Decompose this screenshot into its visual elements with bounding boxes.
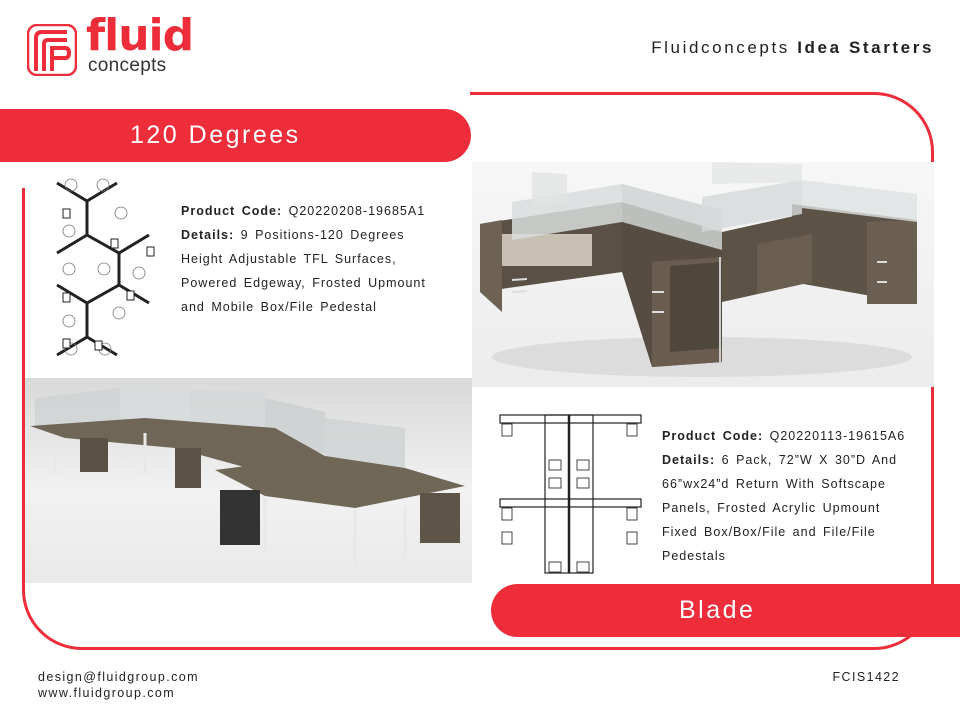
- section-banner-120-degrees: 120 Degrees: [0, 109, 471, 162]
- page-header-title: [651, 38, 934, 58]
- product-image-blade: [472, 162, 934, 387]
- info-block-blade: [662, 424, 920, 568]
- section-banner-blade: Blade: [491, 584, 960, 637]
- fluid-logo-mark: [27, 24, 77, 76]
- frame-gap: [0, 85, 470, 111]
- header-title-plain: Fluidconcepts: [651, 38, 798, 57]
- floor-plan-120-degrees: [49, 173, 167, 363]
- product-code-label: Product Code:: [662, 429, 764, 443]
- footer-website-link[interactable]: www.fluidgroup.com: [38, 686, 176, 700]
- product-code-value: Q20220208-19685A1: [288, 204, 426, 218]
- details-label: Details:: [662, 453, 716, 467]
- footer-email-link[interactable]: design@fluidgroup.com: [38, 670, 199, 684]
- cubicle-cluster-icon: [480, 162, 917, 377]
- header-title-bold: Idea Starters: [797, 38, 934, 57]
- workstation-cluster-icon: [30, 386, 465, 568]
- product-code-value: Q20220113-19615A6: [769, 429, 906, 443]
- product-image-120-degrees: [25, 378, 472, 583]
- details-label: Details:: [181, 228, 235, 242]
- info-block-120-degrees: [181, 199, 447, 319]
- logo-wordmark-fluid: fluid: [86, 10, 194, 61]
- floor-plan-blade: [497, 412, 647, 578]
- footer-doc-code: FCIS1422: [832, 670, 900, 684]
- product-code-label: Product Code:: [181, 204, 283, 218]
- logo-wordmark-concepts: concepts: [88, 55, 167, 76]
- details-text: 9 Positions-120 Degrees Height Adjustable TFL Surfaces, Powered Edgeway, Frosted Upmount and Mobile Box/File Pedestal: [181, 228, 426, 314]
- details-text: 6 Pack, 72”W X 30”D And 66”wx24”d Return With Softscape Panels, Frosted Acrylic Upmount Fixed Box/Box/File and File/File Pedestals: [662, 453, 898, 563]
